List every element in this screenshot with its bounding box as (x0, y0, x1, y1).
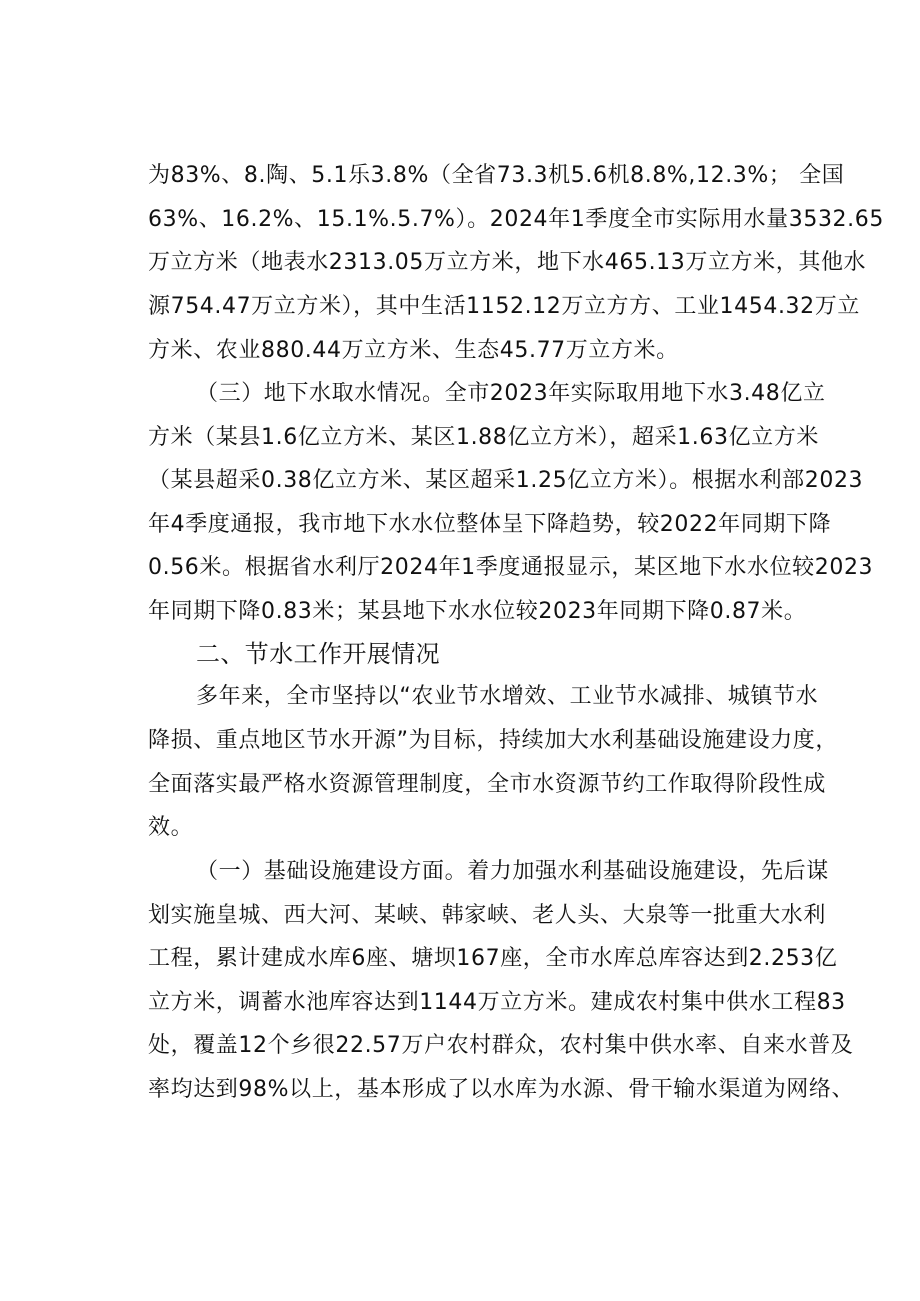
text-line: 为83%、8.陶、5.1乐3.8%（全省73.3机5.6机8.8%,12.3%； 全国 (148, 163, 845, 188)
text-line: 处，覆盖12个乡很22.57万户农村群众，农村集中供水率、自来水普及 (148, 1033, 854, 1058)
text-line: 方米（某县1.6亿立方米、某区1.88亿立方米），超采1.63亿立方米 (148, 425, 819, 450)
text-line: 万立方米（地表水2313.05万立方米，地下水465.13万立方米，其他水 (148, 250, 867, 275)
text-line: 源754.47万立方米），其中生活1152.12万立方方、工业1454.32万立 (148, 294, 860, 319)
text-line: 年4季度通报，我市地下水水位整体呈下降趋势，较2022年同期下降 (148, 512, 832, 537)
text-line: 年同期下降0.83米；某县地下水水位较2023年同期下降0.87米。 (148, 599, 807, 624)
text-line: 率均达到98%以上，基本形成了以水库为水源、骨干输水渠道为网络、 (148, 1077, 855, 1102)
text-line: 63%、16.2%、15.1%.5.7%）。2024年1季度全市实际用水量3532.65 (148, 207, 884, 232)
text-line: 多年来，全市坚持以“农业节水增效、工业节水减排、城镇节水 (196, 684, 819, 709)
text-line: 0.56米。根据省水利厅2024年1季度通报显示，某区地下水水位较2023 (148, 555, 874, 580)
text-line: 划实施皇城、西大河、某峡、韩家峡、老人头、大泉等一批重大水利 (148, 903, 827, 928)
text-line: 降损、重点地区节水开源”为目标，持续加大水利基础设施建设力度， (148, 728, 838, 753)
text-line: 工程，累计建成水库6座、塘坝167座，全市水库总库容达到2.253亿 (148, 946, 838, 971)
text-line: （一）基础设施建设方面。着力加强水利基础设施建设，先后谋 (196, 859, 829, 884)
text-line: 全面落实最严格水资源管理制度，全市水资源节约工作取得阶段性成 (148, 772, 827, 797)
section-heading: 二、节水工作开展情况 (196, 640, 440, 668)
text-line: 效。 (148, 815, 194, 840)
text-line: （三）地下水取水情况。全市2023年实际取用地下水3.48亿立 (196, 381, 826, 406)
text-line: 方米、农业880.44万立方米、生态45.77万立方米。 (148, 338, 679, 363)
text-line: （某县超采0.38亿立方米、某区超采1.25亿立方米）。根据水利部2023 (148, 468, 864, 493)
text-line: 立方米，调蓄水池库容达到1144万立方米。建成农村集中供水工程83 (148, 990, 846, 1015)
